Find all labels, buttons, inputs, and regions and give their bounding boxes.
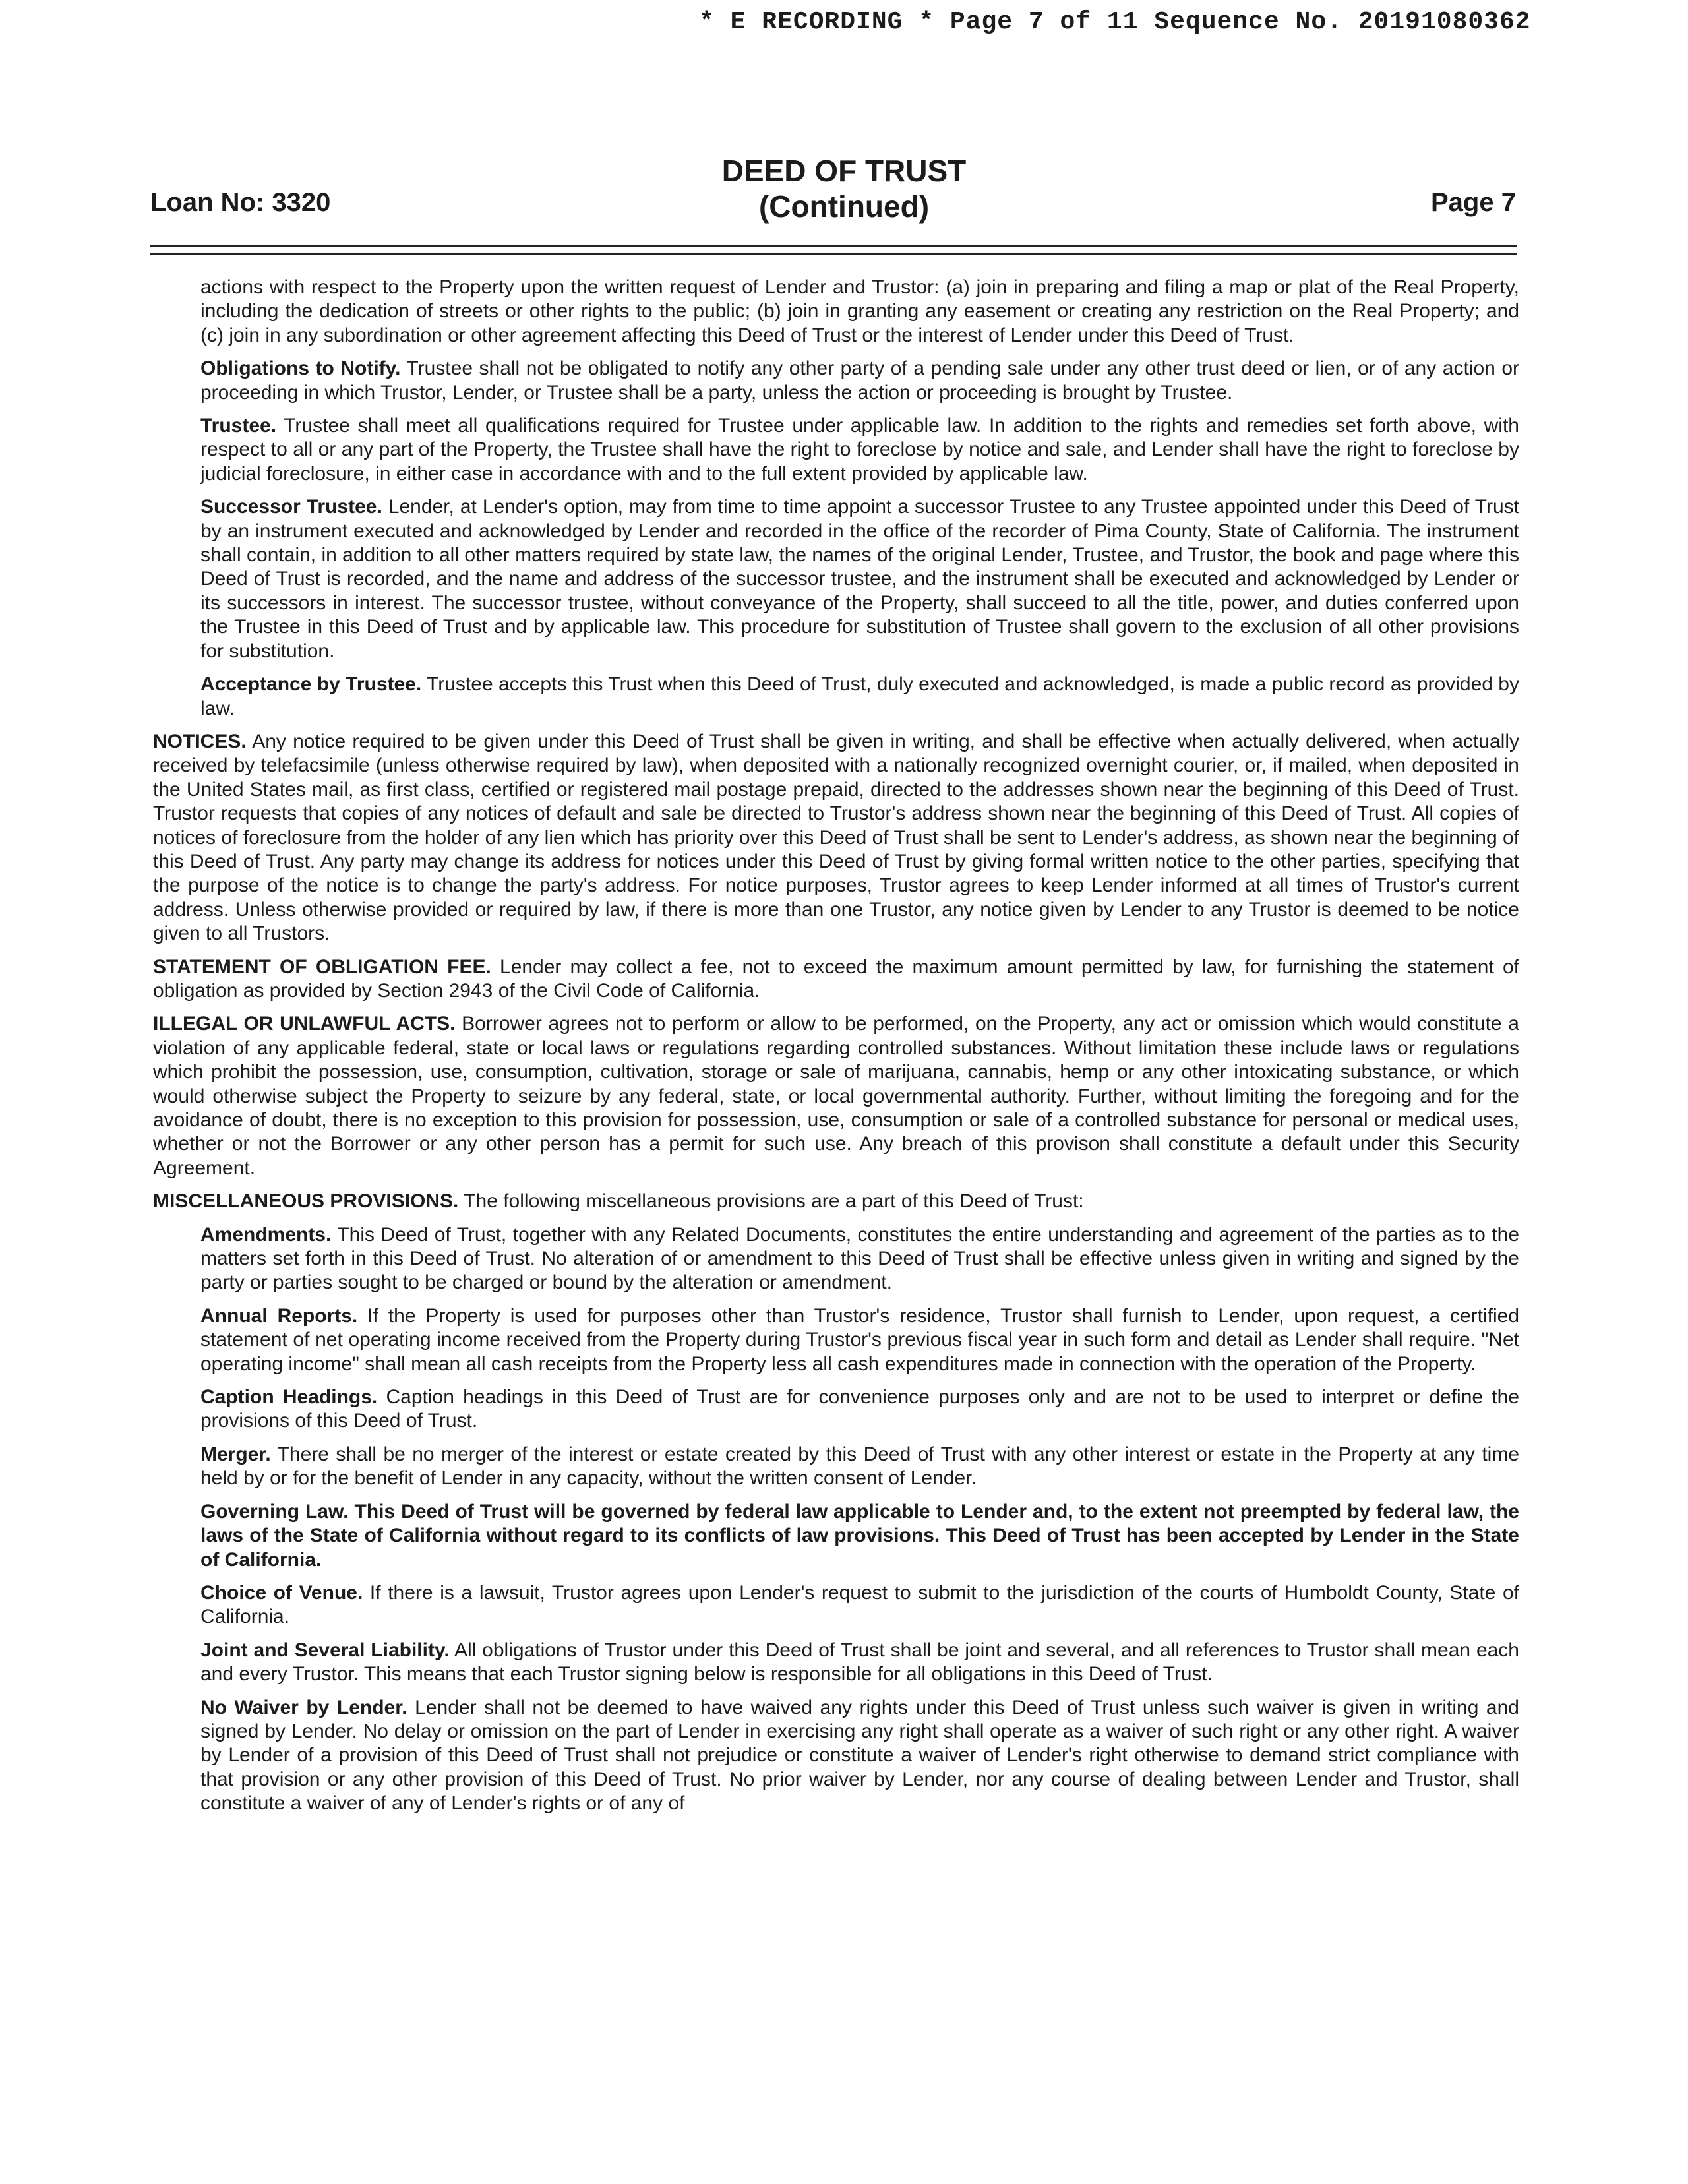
paragraph-heading: Annual Reports.: [200, 1304, 358, 1327]
loan-number: Loan No: 3320: [150, 188, 331, 217]
paragraph-choice-of-venue: [200, 1581, 1519, 1629]
document-body: [153, 276, 1519, 1825]
paragraph-acceptance-by-trustee: [200, 673, 1519, 721]
paragraph-text: This Deed of Trust will be governed by federal law applicable to Lender and, to the extent not preempted by federal law, the laws of the State of California without regard to its conflicts of law provisions. This Deed of Trust has been accepted by Lender in the State of California.: [200, 1500, 1519, 1571]
paragraph-successor-trustee: [200, 495, 1519, 663]
paragraph-heading: Successor Trustee.: [200, 496, 382, 518]
paragraph-text: Trustee accepts this Trust when this Deed of Trust, duly executed and acknowledged, is made a public record as provided by law.: [200, 673, 1519, 719]
section-miscellaneous-provisions: [153, 1190, 1519, 1213]
paragraph-text: actions with respect to the Property upon the written request of Lender and Trustor: (a) join in preparing and filing a map or plat of the Real Property, including the dedication of streets or other rights to the public; (b) join in granting any easement or creating any restriction on the Real Property; and (c) join in any subordination or other agreement affecting this Deed of Trust or the interest of Lender under this Deed of Trust.: [200, 276, 1519, 346]
section-text: Any notice required to be given under this Deed of Trust shall be given in writing, and shall be effective when actually delivered, when actually received by telefacsimile (unless otherwise required by law), when deposited with a nationally recognized overnight courier, or, if mailed, when deposited in the United States mail, as first class, certified or registered mail postage prepaid, directed to the addresses shown near the beginning of this Deed of Trust. Trustor requests that copies of any notices of default and sale be directed to Trustor's address shown near the beginning of this Deed of Trust. All copies of notices of foreclosure from the holder of any lien which has priority over this Deed of Trust shall be sent to Lender's address, as shown near the beginning of this Deed of Trust. Any party may change its address for notices under this Deed of Trust by giving formal written notice to the other parties, specifying that the purpose of the notice is to change the party's address. For notice purposes, Trustor agrees to keep Lender informed at all times of Trustor's current address. Unless otherwise provided or required by law, if there is more than one Trustor, any notice given by Lender to any Trustor is deemed to be notice given to all Trustors.: [153, 730, 1519, 945]
paragraph-heading: Caption Headings.: [200, 1386, 378, 1409]
section-heading: ILLEGAL OR UNLAWFUL ACTS.: [153, 1013, 456, 1035]
paragraph-caption-headings: [200, 1385, 1519, 1434]
paragraph-no-waiver-by-lender: [200, 1696, 1519, 1816]
paragraph-trustee-actions: [200, 276, 1519, 348]
title-line-1: DEED OF TRUST: [721, 154, 967, 188]
paragraph-text: Trustee shall not be obligated to notify any other party of a pending sale under any other trust deed or lien, or of any action or proceeding in which Trustor, Lender, or Trustee shall be a party, unless the action or proceeding is brought by Trustee.: [200, 357, 1519, 404]
section-heading: NOTICES.: [153, 730, 247, 752]
section-illegal-or-unlawful-acts: [153, 1012, 1519, 1180]
paragraph-heading: Obligations to Notify.: [200, 357, 401, 380]
paragraph-text: Lender shall not be deemed to have waived any rights under this Deed of Trust unless such waiver is given in writing and signed by Lender. No delay or omission on the part of Lender in exercising any right shall operate as a waiver of such right or any other right. A waiver by Lender of a provision of this Deed of Trust shall not prejudice or constitute a waiver of Lender's right otherwise to demand strict compliance with that provision or any other provision of this Deed of Trust. No prior waiver by Lender, nor any course of dealing between Lender and Trustor, shall constitute a waiver of any of Lender's rights or of any of: [200, 1696, 1519, 1815]
paragraph-merger: [200, 1443, 1519, 1491]
section-text: Lender may collect a fee, not to exceed the maximum amount permitted by law, for furnishing the statement of obligation as provided by Section 2943 of the Civil Code of California.: [153, 956, 1520, 1002]
paragraph-text: Lender, at Lender's option, may from time to time appoint a successor Trustee to any Trustee appointed under this Deed of Trust by an instrument executed and acknowledged by Lender and recorded in the office of the recorder of Pima County, State of California. The instrument shall contain, in addition to all other matters required by state law, the names of the original Lender, Trustee, and Trustor, the book and page where this Deed of Trust is recorded, and the name and address of the successor trustee, and the instrument shall be executed and acknowledged by Lender or its successors in interest. The successor trustee, without conveyance of the Property, shall succeed to all the title, power, and duties conferred upon the Trustee in this Deed of Trust and by applicable law. This procedure for substitution of Trustee shall govern to the exclusion of all other provisions for substitution.: [200, 496, 1519, 662]
paragraph-heading: Acceptance by Trustee.: [200, 673, 422, 696]
paragraph-text: If there is a lawsuit, Trustor agrees upon Lender's request to submit to the jurisdiction of the courts of Humboldt County, State of California.: [200, 1581, 1519, 1628]
section-heading: MISCELLANEOUS PROVISIONS.: [153, 1190, 459, 1213]
page-number: Page 7: [1431, 188, 1516, 217]
paragraph-heading: Trustee.: [200, 415, 277, 437]
paragraph-heading: Merger.: [200, 1443, 271, 1465]
section-statement-of-obligation-fee: [153, 956, 1519, 1004]
paragraph-governing-law: [200, 1500, 1519, 1572]
paragraph-heading: No Waiver by Lender.: [200, 1696, 407, 1718]
paragraph-heading: Governing Law.: [200, 1500, 349, 1523]
paragraph-obligations-to-notify: [200, 357, 1519, 405]
section-notices: [153, 730, 1519, 946]
paragraph-joint-and-several-liability: [200, 1639, 1519, 1687]
paragraph-text: Caption headings in this Deed of Trust are for convenience purposes only and are not to be used to interpret or define the provisions of this Deed of Trust.: [200, 1386, 1519, 1432]
paragraph-heading: Choice of Venue.: [200, 1581, 363, 1604]
paragraph-heading: Joint and Several Liability.: [200, 1639, 450, 1661]
paragraph-text: If the Property is used for purposes other than Trustor's residence, Trustor shall furnish to Lender, upon request, a certified statement of net operating income received from the Property during Trustor's previous fiscal year in such form and detail as Lender shall require. "Net operating income" shall mean all cash receipts from the Property less all cash expenditures made in connection with the operation of the Property.: [200, 1304, 1519, 1375]
paragraph-annual-reports: [200, 1304, 1519, 1376]
header-divider-top: [150, 245, 1517, 247]
header-divider-bottom: [150, 253, 1517, 255]
paragraph-amendments: [200, 1223, 1519, 1295]
paragraph-text: Trustee shall meet all qualifications required for Trustee under applicable law. In addition to the rights and remedies set forth above, with respect to all or any part of the Property, the Trustee shall have the right to foreclose by notice and sale, and Lender shall have the right to foreclose by judicial foreclosure, in either case in accordance with and to the full extent provided by applicable law.: [200, 415, 1519, 485]
section-text: Borrower agrees not to perform or allow to be performed, on the Property, any act or omission which would constitute a violation of any applicable federal, state or local laws or regulations regarding controlled substances. Without limitation these include laws or regulations which prohibit the possession, use, consumption, cultivation, storage or sale of marijuana, cannabis, hemp or any other intoxicating substance, or which would otherwise subject the Property to seizure by any federal, state, or local governmental authority. Further, without limiting the foregoing and for the avoidance of doubt, there is no exception to this provision for possession, use, consumption or sale of a controlled substance for personal or medical uses, whether or not the Borrower or any other person has a permit for such use. Any breach of this provison shall constitute a default under this Security Agreement.: [153, 1013, 1519, 1179]
recording-stamp: * E RECORDING * Page 7 of 11 Sequence No. 20191080362: [699, 8, 1531, 36]
paragraph-text: There shall be no merger of the interest or estate created by this Deed of Trust with any other interest or estate in the Property at any time held by or for the benefit of Lender in any capacity, without the written consent of Lender.: [200, 1443, 1519, 1490]
document-title: [646, 153, 1042, 224]
paragraph-text: All obligations of Trustor under this Deed of Trust shall be joint and several, and all references to Trustor shall mean each and every Trustor. This means that each Trustor signing below is responsible for all obligations in this Deed of Trust.: [200, 1639, 1519, 1685]
paragraph-trustee: [200, 414, 1519, 486]
title-line-2: (Continued): [758, 189, 930, 224]
paragraph-heading: Amendments.: [200, 1223, 332, 1246]
section-text: The following miscellaneous provisions are a part of this Deed of Trust:: [464, 1190, 1084, 1213]
paragraph-text: This Deed of Trust, together with any Related Documents, constitutes the entire understanding and agreement of the parties as to the matters set forth in this Deed of Trust. No alteration of or amendment to this Deed of Trust shall be effective unless given in writing and signed by the party or parties sought to be charged or bound by the alteration or amendment.: [200, 1223, 1520, 1294]
section-heading: STATEMENT OF OBLIGATION FEE.: [153, 956, 491, 978]
